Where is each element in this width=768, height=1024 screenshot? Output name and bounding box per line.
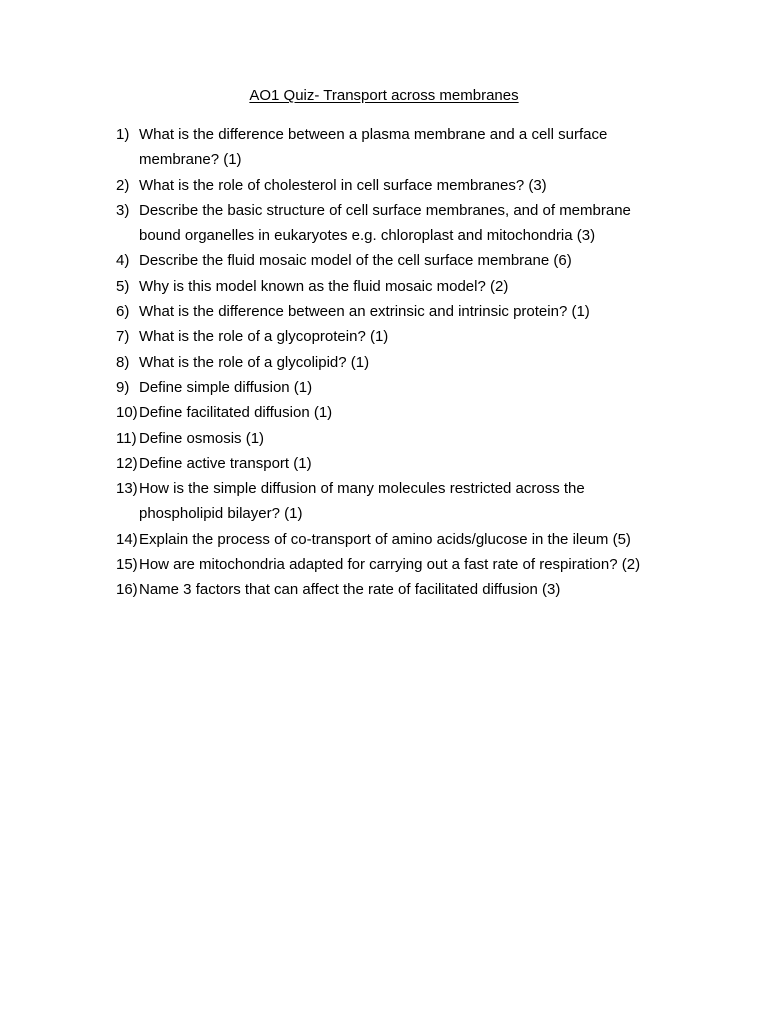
question-item xyxy=(116,552,676,577)
question-number: 16) xyxy=(116,581,138,599)
page-title: AO1 Quiz- Transport across membranes xyxy=(249,87,519,104)
question-item xyxy=(116,426,676,451)
question-item xyxy=(116,122,676,173)
question-number: 3) xyxy=(116,201,130,219)
question-number: 14) xyxy=(116,530,138,548)
question-number: 1) xyxy=(116,126,130,143)
question-number: 13) xyxy=(116,480,138,498)
question-text: Define osmosis (1) xyxy=(139,429,265,447)
question-text: Define simple diffusion (1) xyxy=(139,378,313,396)
question-number: 8) xyxy=(116,353,130,371)
question-item xyxy=(116,324,676,349)
question-text: Why is this model known as the fluid mosaic model? (2) xyxy=(139,277,509,295)
question-text: What is the role of a glycolipid? (1) xyxy=(139,353,370,371)
question-item xyxy=(116,451,676,476)
question-item xyxy=(116,577,676,602)
question-text: Define facilitated diffusion (1) xyxy=(139,404,333,422)
question-text: What is the difference between a plasma membrane and a cell surface xyxy=(139,126,608,143)
question-text: What is the role of cholesterol in cell surface membranes? (3) xyxy=(139,176,547,194)
question-item xyxy=(116,375,676,400)
question-number: 2) xyxy=(116,176,130,194)
question-number: 15) xyxy=(116,556,138,574)
question-text: What is the difference between an extrinsic and intrinsic protein? (1) xyxy=(139,303,590,321)
question-number: 11) xyxy=(116,429,137,447)
question-item xyxy=(116,248,676,273)
question-number: 5) xyxy=(116,277,130,295)
question-number: 9) xyxy=(116,378,130,396)
question-item xyxy=(116,350,676,375)
question-text: Define active transport (1) xyxy=(139,454,312,472)
question-item xyxy=(116,400,676,425)
question-text: What is the role of a glycoprotein? (1) xyxy=(139,328,389,346)
question-item xyxy=(116,299,676,324)
question-number: 4) xyxy=(116,252,130,270)
question-text: Describe the basic structure of cell surface membranes, and of membrane xyxy=(139,201,631,219)
question-text: membrane? (1) xyxy=(139,151,242,169)
question-list xyxy=(116,122,676,603)
question-item xyxy=(116,173,676,198)
question-number: 12) xyxy=(116,454,138,472)
question-number: 7) xyxy=(116,328,130,346)
question-item xyxy=(116,274,676,299)
question-text: bound organelles in eukaryotes e.g. chloroplast and mitochondria (3) xyxy=(139,227,596,245)
question-item xyxy=(116,527,676,552)
question-text: Explain the process of co-transport of amino acids/glucose in the ileum (5) xyxy=(139,530,631,548)
question-item xyxy=(116,476,676,527)
question-item xyxy=(116,198,676,249)
question-number: 6) xyxy=(116,303,130,321)
question-text: phospholipid bilayer? (1) xyxy=(139,505,303,523)
question-text: How are mitochondria adapted for carrying out a fast rate of respiration? (2) xyxy=(139,556,641,574)
question-number: 10) xyxy=(116,404,138,422)
question-text: Describe the fluid mosaic model of the cell surface membrane (6) xyxy=(139,252,572,270)
question-text: How is the simple diffusion of many molecules restricted across the xyxy=(139,480,585,498)
question-text: Name 3 factors that can affect the rate of facilitated diffusion (3) xyxy=(139,581,561,599)
